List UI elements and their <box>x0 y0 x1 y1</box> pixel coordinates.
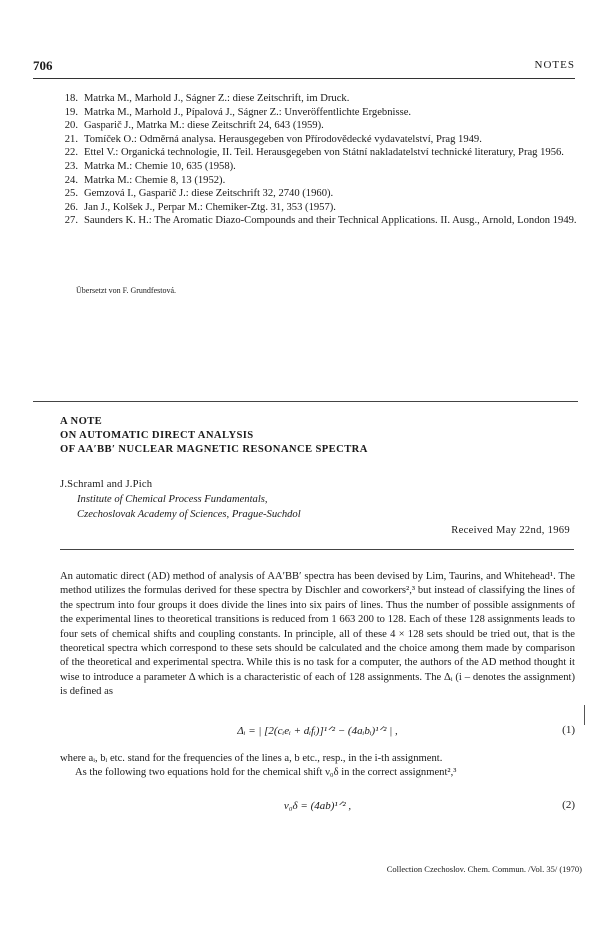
reference-item: 24. Matrka M.: Chemie 8, 13 (1952). <box>64 174 226 186</box>
reference-item: 20. Gasparič J., Matrka M.: diese Zeitschrift 24, 643 (1959). <box>64 120 324 132</box>
section-divider <box>33 401 578 402</box>
running-head <box>33 58 575 74</box>
header-rule <box>33 78 575 79</box>
reference-item: 25. Gemzová I., Gasparič J.: diese Zeitschrift 32, 2740 (1960). <box>64 188 334 200</box>
equation-number: (2) <box>562 799 575 811</box>
reference-item: 21. Tomíček O.: Odměrná analysa. Herausgegeben von Přírodovědecké vydavatelství, Prag 1949. <box>64 133 482 145</box>
equation-body: ν₀δ = (4ab)¹ᐟ² , <box>283 800 352 812</box>
reference-item: 19. Matrka M., Marhold J., Pípalová J., Ságner Z.: Unveröffentlichte Ergebnisse. <box>64 106 412 118</box>
title-line: A NOTE <box>60 416 103 427</box>
journal-footer: Collection Czechoslov. Chem. Commun. /Vol. 35/ (1970) <box>386 864 582 874</box>
authors: J.Schraml and J.Pich <box>60 479 153 490</box>
page-number: 706 <box>33 58 53 73</box>
equation-2 <box>60 799 575 815</box>
affiliation-line: Institute of Chemical Process Fundamentals, <box>77 494 268 505</box>
reference-item: 27. Saunders K. H.: The Aromatic Diazo-Compounds and their Technical Applications. II. Ausg., Arnold, London 1949. <box>64 215 577 227</box>
equation-body: Δᵢ = | [2(cᵢeᵢ + dᵢfᵢ)]¹ᐟ² − (4aᵢbᵢ)¹ᐟ² | , <box>237 725 398 737</box>
paragraph-line: where aᵢ, bᵢ etc. stand for the frequencies of the lines a, b etc., resp., in the i-th assignment. <box>60 753 443 764</box>
body-paragraph <box>60 752 575 781</box>
reference-item: 23. Matrka M.: Chemie 10, 635 (1958). <box>64 160 236 172</box>
margin-mark <box>584 705 585 725</box>
reference-item: 22. Ettel V.: Organická technologie, II. Teil. Herausgegeben von Státní nakladatelství technické literatury, Prag 1956. <box>64 147 564 159</box>
translator-note: Übersetzt von F. Grundfestová. <box>76 286 177 295</box>
title-line: OF AA′BB′ NUCLEAR MAGNETIC RESONANCE SPECTRA <box>60 444 368 456</box>
reference-item: 18. Matrka M., Marhold J., Ságner Z.: diese Zeitschrift, im Druck. <box>64 93 350 104</box>
reference-item: 26. Jan J., Kolšek J., Perpar M.: Chemiker-Ztg. 31, 353 (1957). <box>64 201 336 213</box>
received-date: Received May 22nd, 1969 <box>451 525 570 536</box>
paragraph-line: As the following two equations hold for the chemical shift ν₀δ in the correct assignment²,³ <box>75 767 457 779</box>
title-line: ON AUTOMATIC DIRECT ANALYSIS <box>60 430 254 442</box>
affiliation <box>77 492 301 522</box>
reference-list <box>60 92 580 228</box>
article-title <box>60 415 575 458</box>
article-divider <box>60 549 574 550</box>
equation-number: (1) <box>562 724 575 736</box>
equation-1 <box>60 724 575 740</box>
section-title: NOTES <box>534 59 575 71</box>
affiliation-line: Czechoslovak Academy of Sciences, Prague-Suchdol <box>77 509 301 520</box>
body-paragraph: An automatic direct (AD) method of analysis of AA′BB′ spectra has been devised by Lim, Taurins, and Whitehead¹. The method utilizes the formulas derived for these spectra by Dischler and coworkers²,³ but instead of classifying the lines of the spectrum into four groups it does divide the lines into six pairs of lines. Thus the number of possible assignments of the experimental lines to theoretical transitions is reduced from 1 663 200 to 128. Each of these 128 assignments leads to four sets of chemical shifts and coupling constants. In principle, all of these 4 × 128 sets should be tried out, that is the theoretical spectra which correspond to these sets should be calculated and the choice among them made by comparison of the theoretical and experimental spectra. While this is no task for a computer, the authors of the AD method thought it wise to introduce a parameter Δ which is a characteristic of each of 128 assignments. The Δᵢ (i – denotes the assignment) is defined as <box>60 571 575 698</box>
